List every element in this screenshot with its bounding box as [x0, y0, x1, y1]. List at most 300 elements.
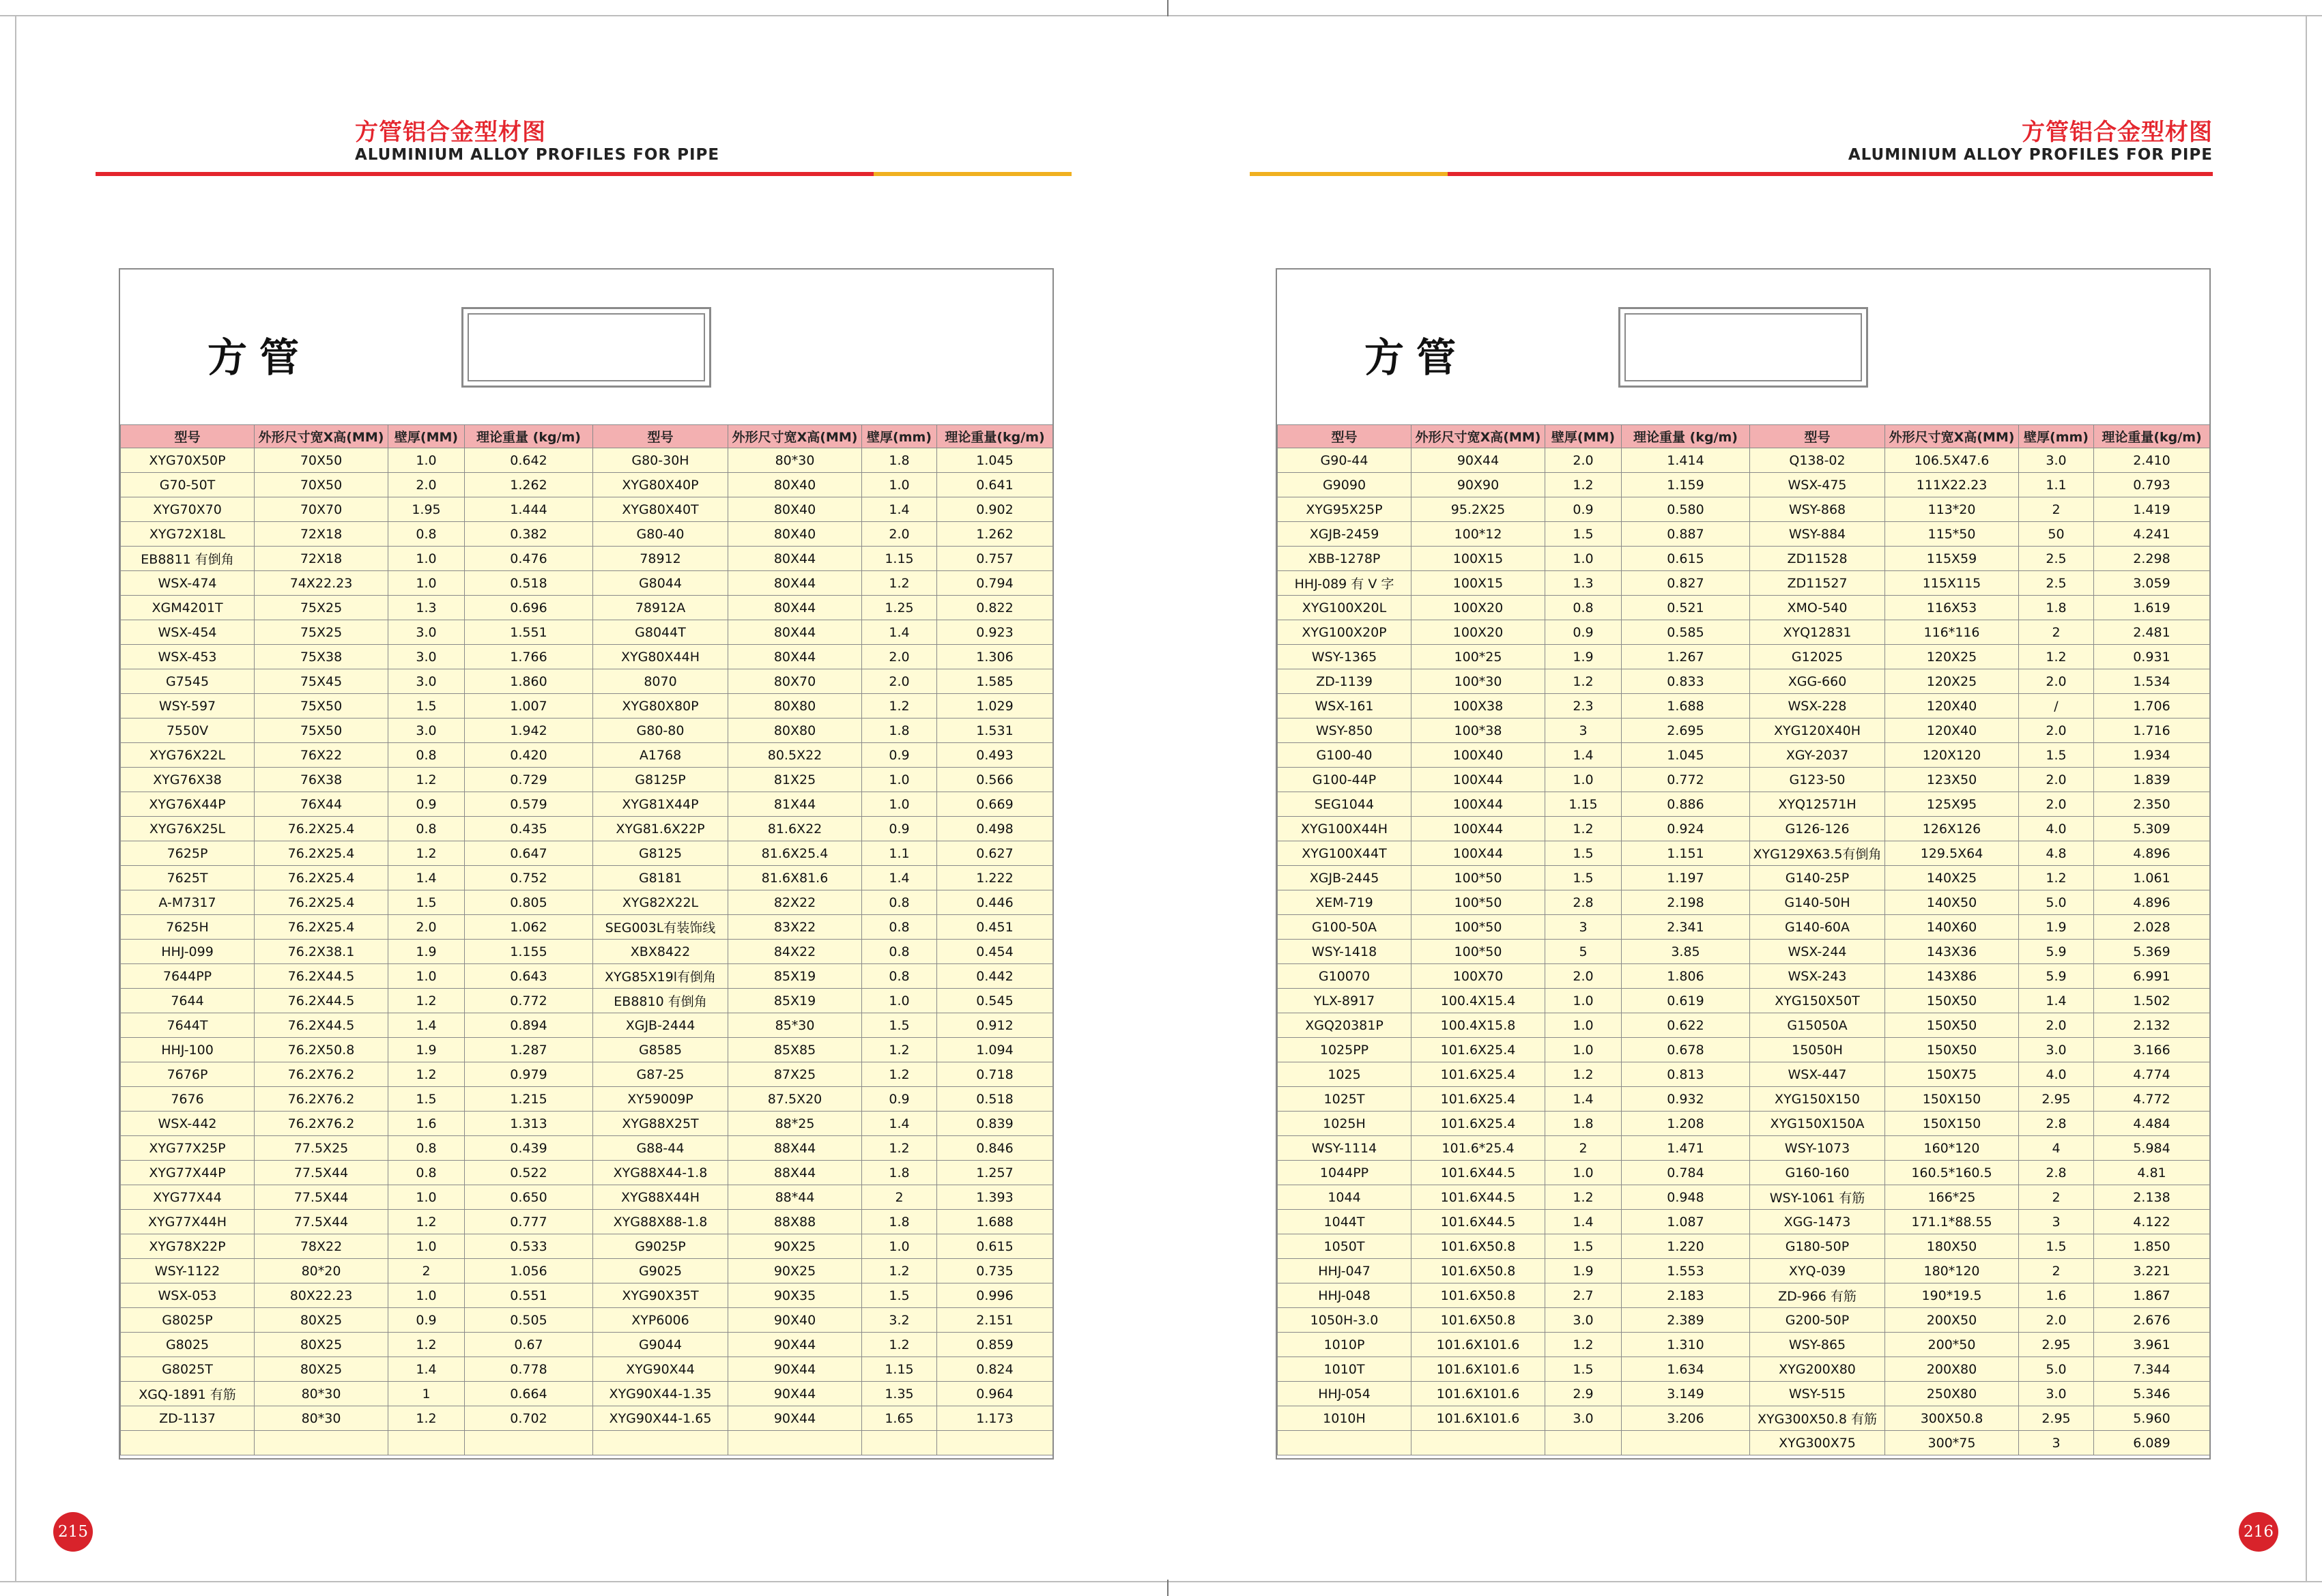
col-header: 理论重量(kg/m) — [937, 425, 1053, 448]
square-tube-profile-icon — [461, 307, 711, 388]
table-cell: 1.5 — [2019, 743, 2094, 768]
table-cell: G8025P — [121, 1308, 255, 1333]
table-cell: 1.2 — [388, 1406, 465, 1431]
table-cell: 1.5 — [388, 1087, 465, 1112]
table-cell: 76.2X38.1 — [255, 940, 388, 964]
table-cell: 0.518 — [465, 571, 593, 596]
table-cell: 80X44 — [728, 571, 862, 596]
table-cell: 150X50 — [1885, 1038, 2019, 1062]
table-cell: XYG81.6X22P — [593, 817, 728, 841]
table-cell: 101.6X25.4 — [1411, 1038, 1545, 1062]
table-cell: 1.2 — [1545, 817, 1622, 841]
table-row — [1278, 1357, 2210, 1382]
table-cell: 1.2 — [862, 694, 937, 719]
table-cell: 3.0 — [388, 669, 465, 694]
table-cell: 2.0 — [388, 473, 465, 497]
table-cell: 7676P — [121, 1062, 255, 1087]
table-cell: 80X44 — [728, 596, 862, 620]
table-cell: G8025T — [121, 1357, 255, 1382]
table-cell: 5.9 — [2019, 964, 2094, 989]
table-cell: XYQ12831 — [1750, 620, 1885, 645]
table-cell: 72X18 — [255, 547, 388, 571]
table-cell: 100*12 — [1411, 522, 1545, 547]
table-cell: XYG90X44-1.35 — [593, 1382, 728, 1406]
table-cell: XYG100X44T — [1278, 841, 1411, 866]
page-number-badge: 216 — [2239, 1512, 2278, 1552]
table-cell: 3.0 — [2019, 1382, 2094, 1406]
table-cell: 1.215 — [465, 1087, 593, 1112]
table-cell: 0.8 — [388, 1136, 465, 1161]
table-cell: 190*19.5 — [1885, 1283, 2019, 1308]
table-cell: 2.0 — [2019, 768, 2094, 792]
table-cell: 1050T — [1278, 1234, 1411, 1259]
table-cell: G9025P — [593, 1234, 728, 1259]
table-cell: 101.6X101.6 — [1411, 1382, 1545, 1406]
col-header: 外形尺寸宽X高(MM) — [1885, 425, 2019, 448]
table-cell — [388, 1431, 465, 1455]
table-cell: 4 — [2019, 1136, 2094, 1161]
table-cell: 1.2 — [388, 989, 465, 1013]
table-cell: 0.664 — [465, 1382, 593, 1406]
table-cell: 1.4 — [862, 866, 937, 890]
table-cell: 1.5 — [1545, 522, 1622, 547]
table-cell: 100.4X15.4 — [1411, 989, 1545, 1013]
table-cell: 3.0 — [388, 620, 465, 645]
table-cell: 2.5 — [2019, 547, 2094, 571]
table-cell: 0.813 — [1622, 1062, 1750, 1087]
table-header-row — [121, 425, 1053, 448]
table-row — [1278, 571, 2210, 596]
table-cell: 1.15 — [862, 547, 937, 571]
table-cell: XYG72X18L — [121, 522, 255, 547]
table-cell: 1.688 — [1622, 694, 1750, 719]
table-cell: 1.5 — [1545, 1234, 1622, 1259]
table-cell: 0.533 — [465, 1234, 593, 1259]
table-cell: 90X25 — [728, 1259, 862, 1283]
table-cell: 100*50 — [1411, 915, 1545, 940]
table-cell: 100*50 — [1411, 866, 1545, 890]
table-row — [1278, 1431, 2210, 1455]
table-cell: 4.774 — [2094, 1062, 2210, 1087]
header-rule-red — [96, 172, 874, 176]
table-row — [121, 940, 1053, 964]
table-cell: ZD11528 — [1750, 547, 1885, 571]
table-cell: 5.9 — [2019, 940, 2094, 964]
table-cell: 100*50 — [1411, 940, 1545, 964]
table-cell: 1.0 — [388, 964, 465, 989]
table-cell: SEG1044 — [1278, 792, 1411, 817]
table-cell: 101.6X25.4 — [1411, 1112, 1545, 1136]
table-cell: ZD-966 有筋 — [1750, 1283, 1885, 1308]
table-cell: XYG88X44-1.8 — [593, 1161, 728, 1185]
table-cell: 0.777 — [465, 1210, 593, 1234]
table-row — [1278, 596, 2210, 620]
table-cell: 4.484 — [2094, 1112, 2210, 1136]
table-cell: XYG77X44 — [121, 1185, 255, 1210]
table-cell: 1.2 — [862, 1038, 937, 1062]
table-cell: 1.471 — [1622, 1136, 1750, 1161]
table-cell: 1.8 — [862, 1161, 937, 1185]
table-cell: XYP6006 — [593, 1308, 728, 1333]
page-number-badge: 215 — [53, 1512, 93, 1552]
table-cell: 250X80 — [1885, 1382, 2019, 1406]
table-cell: 0.505 — [465, 1308, 593, 1333]
table-cell: 171.1*88.55 — [1885, 1210, 2019, 1234]
table-cell: 5.309 — [2094, 817, 2210, 841]
table-cell: 0.833 — [1622, 669, 1750, 694]
table-cell: 2.198 — [1622, 890, 1750, 915]
table-cell: XYG78X22P — [121, 1234, 255, 1259]
header-title-cn: 方管铝合金型材图 — [2022, 119, 2213, 146]
table-cell: WSY-1122 — [121, 1259, 255, 1283]
table-cell: 75X25 — [255, 596, 388, 620]
table-cell: 3.0 — [1545, 1406, 1622, 1431]
table-cell: 1.306 — [937, 645, 1053, 669]
table-cell: 100X38 — [1411, 694, 1545, 719]
table-cell: 100X44 — [1411, 768, 1545, 792]
table-cell: 1.0 — [1545, 547, 1622, 571]
table-row — [121, 1210, 1053, 1234]
table-cell: 1.029 — [937, 694, 1053, 719]
table-cell: G10070 — [1278, 964, 1411, 989]
table-cell: 1044 — [1278, 1185, 1411, 1210]
table-cell: 101.6X50.8 — [1411, 1308, 1545, 1333]
square-tube-profile-icon — [1618, 307, 1868, 388]
table-row — [1278, 743, 2210, 768]
table-cell: 1.850 — [2094, 1234, 2210, 1259]
table-cell: WSY-1061 有筋 — [1750, 1185, 1885, 1210]
table-cell: G9090 — [1278, 473, 1411, 497]
table-cell: WSY-1418 — [1278, 940, 1411, 964]
table-cell: XYG76X22L — [121, 743, 255, 768]
table-cell: G8044T — [593, 620, 728, 645]
table-cell: 1.0 — [388, 1283, 465, 1308]
table-cell: 0.846 — [937, 1136, 1053, 1161]
table-cell: 0.566 — [937, 768, 1053, 792]
table-cell: 140X60 — [1885, 915, 2019, 940]
table-cell: XGJB-2444 — [593, 1013, 728, 1038]
table-cell: 100*50 — [1411, 890, 1545, 915]
table-row — [121, 1259, 1053, 1283]
table-cell: G140-60A — [1750, 915, 1885, 940]
table-cell: XGQ-1891 有筋 — [121, 1382, 255, 1406]
table-cell: 75X38 — [255, 645, 388, 669]
table-cell: XYG76X38 — [121, 768, 255, 792]
table-cell: 80X80 — [728, 694, 862, 719]
table-cell: 200X50 — [1885, 1308, 2019, 1333]
table-cell: 77.5X44 — [255, 1161, 388, 1185]
table-cell: 90X44 — [1411, 448, 1545, 473]
table-cell: 7625H — [121, 915, 255, 940]
table-row — [121, 768, 1053, 792]
table-cell: 1.2 — [1545, 1333, 1622, 1357]
table-cell: 1.766 — [465, 645, 593, 669]
table-cell: 126X126 — [1885, 817, 2019, 841]
table-cell: 0.8 — [862, 890, 937, 915]
table-cell: XGG-1473 — [1750, 1210, 1885, 1234]
table-cell: 1.8 — [862, 448, 937, 473]
table-row — [1278, 448, 2210, 473]
table-row — [121, 743, 1053, 768]
table-cell — [121, 1431, 255, 1455]
table-cell: 81.6X22 — [728, 817, 862, 841]
table-cell: 1.867 — [2094, 1283, 2210, 1308]
table-cell: 1.95 — [388, 497, 465, 522]
table-row — [1278, 645, 2210, 669]
table-cell: XYQ12571H — [1750, 792, 1885, 817]
table-cell: 1.860 — [465, 669, 593, 694]
table-cell: XYG120X40H — [1750, 719, 1885, 743]
table-cell: 2 — [388, 1259, 465, 1283]
table-cell: 80X70 — [728, 669, 862, 694]
table-cell: 1.2 — [388, 1333, 465, 1357]
table-cell: 1.5 — [862, 1283, 937, 1308]
table-row — [1278, 768, 2210, 792]
table-cell — [862, 1431, 937, 1455]
table-cell: 78912 — [593, 547, 728, 571]
table-cell: 100X44 — [1411, 841, 1545, 866]
table-cell: 0.931 — [2094, 645, 2210, 669]
table-cell: 7644T — [121, 1013, 255, 1038]
header-title-en: ALUMINIUM ALLOY PROFILES FOR PIPE — [1848, 146, 2213, 164]
table-row — [121, 841, 1053, 866]
table-cell: 85X19 — [728, 989, 862, 1013]
table-cell: 0.476 — [465, 547, 593, 571]
table-cell: WSY-1073 — [1750, 1136, 1885, 1161]
table-cell: 76.2X76.2 — [255, 1062, 388, 1087]
table-cell: XYG300X50.8 有筋 — [1750, 1406, 1885, 1431]
table-cell: 100X70 — [1411, 964, 1545, 989]
table-cell: 76.2X44.5 — [255, 1013, 388, 1038]
table-cell: 80X44 — [728, 547, 862, 571]
table-cell: G80-30H — [593, 448, 728, 473]
table-cell: 1.045 — [1622, 743, 1750, 768]
table-cell: 101.6X101.6 — [1411, 1406, 1545, 1431]
table-header-row — [1278, 425, 2210, 448]
table-cell: 76X38 — [255, 768, 388, 792]
table-cell: 1.716 — [2094, 719, 2210, 743]
table-cell: YLX-8917 — [1278, 989, 1411, 1013]
table-cell: 1.2 — [388, 841, 465, 866]
table-cell: 120X40 — [1885, 694, 2019, 719]
table-cell: 180X50 — [1885, 1234, 2019, 1259]
table-cell: 1.15 — [862, 1357, 937, 1382]
table-cell: 2.676 — [2094, 1308, 2210, 1333]
table-cell: 1.25 — [862, 596, 937, 620]
table-cell: 1.0 — [862, 792, 937, 817]
table-cell: 7.344 — [2094, 1357, 2210, 1382]
table-cell: 1.8 — [2019, 596, 2094, 620]
table-cell: 0.647 — [465, 841, 593, 866]
table-cell: 0.9 — [862, 817, 937, 841]
table-cell: G8585 — [593, 1038, 728, 1062]
table-cell: XYG76X25L — [121, 817, 255, 841]
table-cell: 0.718 — [937, 1062, 1053, 1087]
table-cell: WSX-475 — [1750, 473, 1885, 497]
table-cell: 100X40 — [1411, 743, 1545, 768]
table-body — [1278, 448, 2210, 1455]
table-cell: 0.545 — [937, 989, 1053, 1013]
table-cell: 1.9 — [2019, 915, 2094, 940]
table-cell: 1.4 — [862, 497, 937, 522]
table-cell: 2.3 — [1545, 694, 1622, 719]
table-cell: XYG100X20P — [1278, 620, 1411, 645]
table-cell: XYG129X63.5有倒角 — [1750, 841, 1885, 866]
table-cell: 1.3 — [388, 596, 465, 620]
table-cell — [255, 1431, 388, 1455]
table-cell: XYG85X19l有倒角 — [593, 964, 728, 989]
table-cell: 80X22.23 — [255, 1283, 388, 1308]
table-cell: G7545 — [121, 669, 255, 694]
table-cell: 115X59 — [1885, 547, 2019, 571]
table-cell: 0.454 — [937, 940, 1053, 964]
table-cell: 101.6X25.4 — [1411, 1062, 1545, 1087]
table-cell: G100-44P — [1278, 768, 1411, 792]
table-cell: 101.6*25.4 — [1411, 1136, 1545, 1161]
table-row — [121, 1431, 1053, 1455]
table-cell: 3.85 — [1622, 940, 1750, 964]
table-cell: 1.0 — [388, 448, 465, 473]
table-cell: 7625T — [121, 866, 255, 890]
table-cell: 1.2 — [862, 1259, 937, 1283]
table-cell: 81X25 — [728, 768, 862, 792]
table-cell: 0.778 — [465, 1357, 593, 1382]
table-cell: 0.8 — [862, 940, 937, 964]
table-cell: XYG95X25P — [1278, 497, 1411, 522]
table-cell: G140-50H — [1750, 890, 1885, 915]
table-cell: 2 — [1545, 1136, 1622, 1161]
table-cell: 101.6X44.5 — [1411, 1185, 1545, 1210]
table-row — [1278, 1112, 2210, 1136]
table-cell: XGG-660 — [1750, 669, 1885, 694]
table-cell: 0.8 — [388, 743, 465, 768]
table-row — [1278, 940, 2210, 964]
table-cell: WSY-597 — [121, 694, 255, 719]
table-cell: XYG88X44H — [593, 1185, 728, 1210]
table-cell: 77.5X25 — [255, 1136, 388, 1161]
table-cell: 101.6X101.6 — [1411, 1357, 1545, 1382]
table-cell: 3.0 — [2019, 448, 2094, 473]
table-cell: 90X40 — [728, 1308, 862, 1333]
table-cell: 1.585 — [937, 669, 1053, 694]
table-cell: 2.410 — [2094, 448, 2210, 473]
table-cell: G126-126 — [1750, 817, 1885, 841]
table-cell: 0.822 — [937, 596, 1053, 620]
table-cell: WSX-442 — [121, 1112, 255, 1136]
table-cell: 0.551 — [465, 1283, 593, 1308]
table-cell: 101.6X50.8 — [1411, 1259, 1545, 1283]
table-cell: 0.641 — [937, 473, 1053, 497]
table-cell: 0.439 — [465, 1136, 593, 1161]
table-cell: 2 — [2019, 497, 2094, 522]
table-cell: G80-40 — [593, 522, 728, 547]
spec-card — [1276, 268, 2211, 1460]
table-cell: 1.197 — [1622, 866, 1750, 890]
table-body — [121, 448, 1053, 1455]
table-cell: 90X44 — [728, 1406, 862, 1431]
table-row — [121, 1234, 1053, 1259]
table-cell: 0.784 — [1622, 1161, 1750, 1185]
table-cell: 5.0 — [2019, 890, 2094, 915]
table-row — [121, 792, 1053, 817]
table-cell: 80X25 — [255, 1308, 388, 1333]
table-cell: 1.634 — [1622, 1357, 1750, 1382]
table-cell: 4.772 — [2094, 1087, 2210, 1112]
table-cell: 1.155 — [465, 940, 593, 964]
table-cell: 85X85 — [728, 1038, 862, 1062]
table-cell: 200*50 — [1885, 1333, 2019, 1357]
table-cell: 3.206 — [1622, 1406, 1750, 1431]
table-row — [1278, 1038, 2210, 1062]
table-cell: Q138-02 — [1750, 448, 1885, 473]
table-cell: 1.087 — [1622, 1210, 1750, 1234]
table-row — [1278, 694, 2210, 719]
table-cell: 0.912 — [937, 1013, 1053, 1038]
table-row — [121, 1382, 1053, 1406]
table-cell: 2.695 — [1622, 719, 1750, 743]
table-cell: 0.579 — [465, 792, 593, 817]
table-cell: 1.8 — [862, 719, 937, 743]
table-cell: 0.859 — [937, 1333, 1053, 1357]
table-cell: 1.0 — [1545, 1013, 1622, 1038]
table-cell: 166*25 — [1885, 1185, 2019, 1210]
table-cell: 1.0 — [862, 1234, 937, 1259]
table-cell: 2 — [2019, 620, 2094, 645]
table-cell: 125X95 — [1885, 792, 2019, 817]
col-header: 壁厚(MM) — [388, 425, 465, 448]
table-cell: 106.5X47.6 — [1885, 448, 2019, 473]
table-row — [121, 1357, 1053, 1382]
table-cell: 100*30 — [1411, 669, 1545, 694]
table-cell: 76X44 — [255, 792, 388, 817]
table-cell: WSX-474 — [121, 571, 255, 596]
table-cell: 1.094 — [937, 1038, 1053, 1062]
table-cell: 77.5X44 — [255, 1185, 388, 1210]
table-cell: G70-50T — [121, 473, 255, 497]
table-cell: 75X45 — [255, 669, 388, 694]
table-row — [1278, 1259, 2210, 1283]
col-header: 型号 — [1750, 425, 1885, 448]
table-cell: 1.688 — [937, 1210, 1053, 1234]
table-cell: XYG88X25T — [593, 1112, 728, 1136]
table-cell: 2.0 — [1545, 964, 1622, 989]
table-cell: 1 — [388, 1382, 465, 1406]
table-cell: 80X44 — [728, 620, 862, 645]
table-cell: 123X50 — [1885, 768, 2019, 792]
table-cell: WSX-161 — [1278, 694, 1411, 719]
table-cell: XEM-719 — [1278, 890, 1411, 915]
table-cell: 70X50 — [255, 448, 388, 473]
table-cell: 0.8 — [862, 915, 937, 940]
table-cell: XMO-540 — [1750, 596, 1885, 620]
table-cell: 7550V — [121, 719, 255, 743]
table-cell: WSX-053 — [121, 1283, 255, 1308]
table-cell: 3 — [1545, 915, 1622, 940]
table-cell: 0.521 — [1622, 596, 1750, 620]
table-cell: 3 — [2019, 1431, 2094, 1455]
table-cell: 80X40 — [728, 497, 862, 522]
table-cell: 0.8 — [388, 817, 465, 841]
table-cell: XYG81X44P — [593, 792, 728, 817]
table-cell: EB8810 有倒角 — [593, 989, 728, 1013]
table-cell: 0.735 — [937, 1259, 1053, 1283]
table-cell: 1.0 — [388, 571, 465, 596]
table-cell: XGJB-2445 — [1278, 866, 1411, 890]
col-header: 型号 — [593, 425, 728, 448]
table-cell: 1.5 — [388, 890, 465, 915]
table-cell: 0.619 — [1622, 989, 1750, 1013]
table-cell: 0.8 — [1545, 596, 1622, 620]
